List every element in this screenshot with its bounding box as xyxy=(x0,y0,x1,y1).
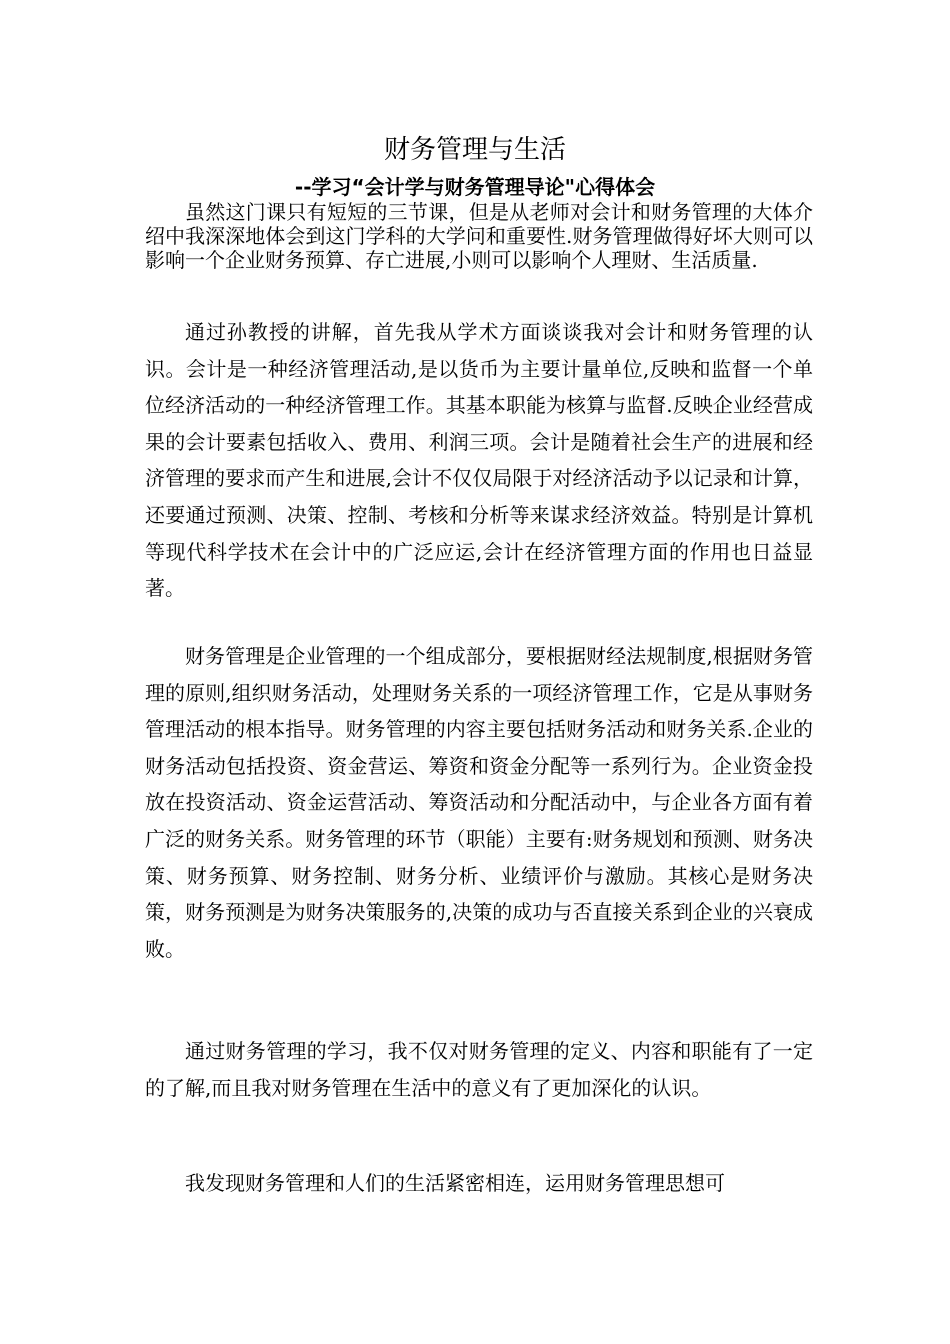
paragraph-5: 我发现财务管理和人们的生活紧密相连，运用财务管理思想可 xyxy=(185,1171,725,1195)
paragraph-3: 财务管理是企业管理的一个组成部分，要根据财经法规制度,根据财务管理的原则,组织财务活动，处理财务关系的一项经济管理工作，它是从事财务管理活动的根本指导。财务管理的内容主要包括财务活动和财务关系.企业的财务活动包括投资、资金营运、筹资和资金分配等一系列行为。企业资金投放在投资活动、资金运营活动、筹资活动和分配活动中，与企业各方面有着广泛的财务关系。财务管理的环节（职能）主要有:财务规划和预测、财务决策、财务预算、财务控制、财务分析、业绩评价与激励。其核心是财务决策，财务预测是为财务决策服务的,决策的成功与否直接关系到企业的兴衰成败。 xyxy=(145,644,813,961)
paragraph-1: 虽然这门课只有短短的三节课，但是从老师对会计和财务管理的大体介绍中我深深地体会到这门学科的大学问和重要性.财务管理做得好坏大则可以影响一个企业财务预算、存亡进展,小则可以影响个人理财、生活质量. xyxy=(145,200,813,272)
document-title: 财务管理与生活 xyxy=(383,135,566,165)
paragraph-2: 通过孙教授的讲解，首先我从学术方面谈谈我对会计和财务管理的认识。会计是一种经济管理活动,是以货币为主要计量单位,反映和监督一个单位经济活动的一种经济管理工作。其基本职能为核算与监督.反映企业经营成果的会计要素包括收入、费用、利润三项。会计是随着社会生产的进展和经济管理的要求而产生和进展,会计不仅仅局限于对经济活动予以记录和计算，还要通过预测、决策、控制、考核和分析等来谋求经济效益。特别是计算机等现代科学技术在会计中的广泛应运,会计在经济管理方面的作用也日益显著。 xyxy=(145,320,813,601)
paragraph-4: 通过财务管理的学习，我不仅对财务管理的定义、内容和职能有了一定的了解,而且我对财务管理在生活中的意义有了更加深化的认识。 xyxy=(145,1039,813,1100)
document-subtitle: --学习“会计学与财务管理导论"心得体会 xyxy=(294,175,656,199)
